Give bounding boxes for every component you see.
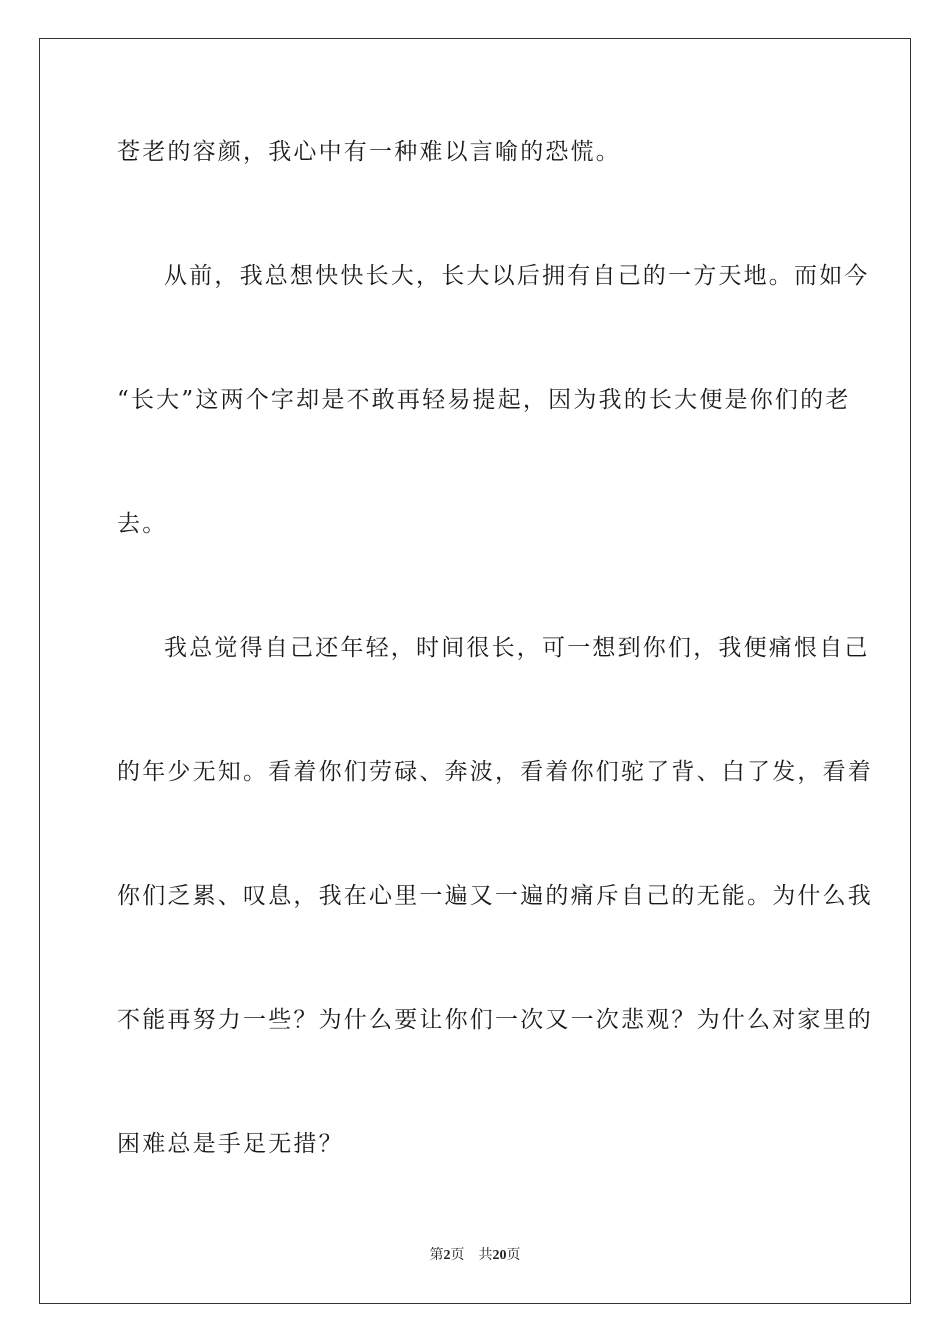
total-prefix: 共 bbox=[478, 1247, 493, 1263]
body-text-line: 从前，我总想快快长大，长大以后拥有自己的一方天地。而如今 bbox=[164, 263, 870, 289]
body-text-line: 去。 bbox=[117, 511, 168, 537]
body-text-line: “长大”这两个字却是不敢再轻易提起，因为我的长大便是你们的老 bbox=[117, 387, 851, 413]
body-text-line: 苍老的容颜，我心中有一种难以言喻的恐慌。 bbox=[117, 139, 621, 165]
body-text-line: 困难总是手足无措？ bbox=[117, 1131, 344, 1157]
page-prefix: 第 bbox=[429, 1247, 444, 1263]
total-pages: 20 bbox=[492, 1248, 507, 1263]
page-footer bbox=[0, 1246, 950, 1265]
page-suffix: 页 bbox=[450, 1247, 465, 1263]
body-text-line: 不能再努力一些？为什么要让你们一次又一次悲观？为什么对家里的 bbox=[117, 1007, 873, 1033]
page-number: 2 bbox=[443, 1248, 451, 1263]
body-text-line: 你们乏累、叹息，我在心里一遍又一遍的痛斥自己的无能。为什么我 bbox=[117, 883, 873, 909]
body-text-line: 我总觉得自己还年轻，时间很长，可一想到你们，我便痛恨自己 bbox=[164, 635, 870, 661]
total-suffix: 页 bbox=[506, 1247, 521, 1263]
page-border bbox=[39, 38, 911, 1304]
body-text-line: 的年少无知。看着你们劳碌、奔波，看着你们驼了背、白了发，看着 bbox=[117, 759, 873, 785]
